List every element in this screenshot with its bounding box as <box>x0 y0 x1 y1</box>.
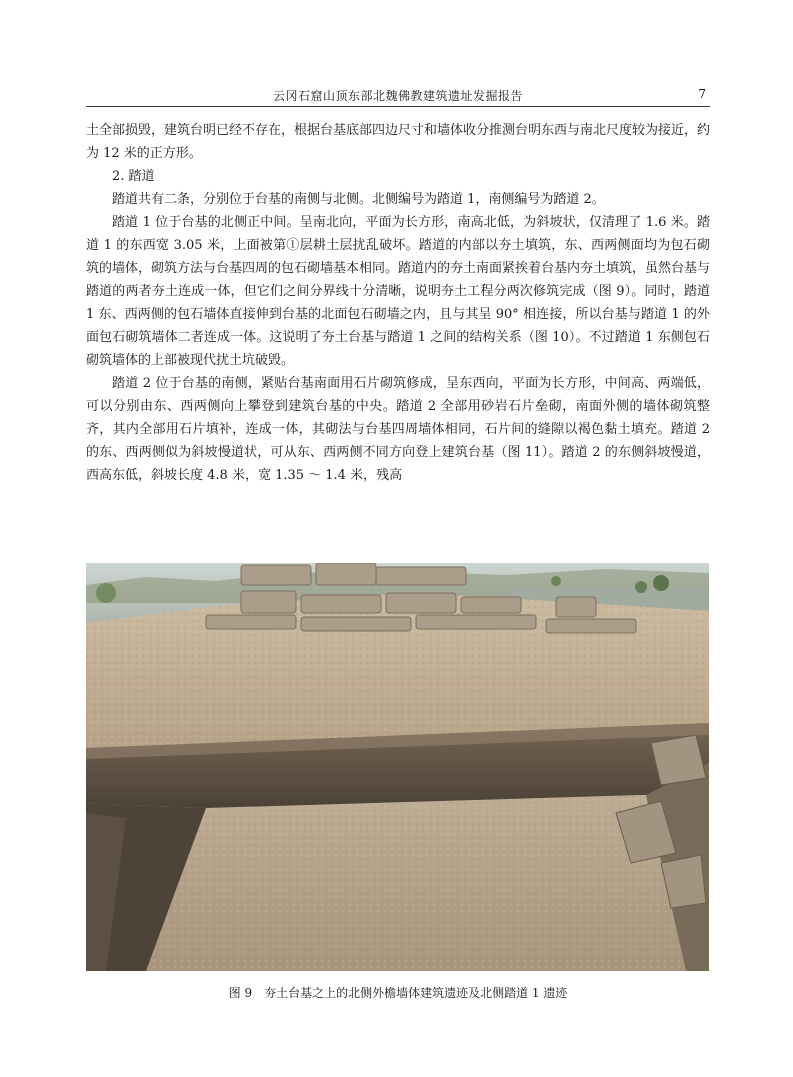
page-number: 7 <box>698 87 706 101</box>
paragraph: 踏道 2 位于台基的南侧，紧贴台基南面用石片砌筑修成，呈东西向，平面为长方形，中间高、两端低，可以分别由东、西两侧向上攀登到建筑台基的中央。踏道 2 全部用砂岩石片垒砌，南面外侧的墙体砌筑整齐，其内全部用石片填补，连成一体，其砌法与台基四周墙体相同，石片间的缝隙以褐色黏土填充。踏道 2 的东、西两侧似为斜坡慢道状，可从东、西两侧不同方向登上建筑台基（图 11）。踏道 2 的东侧斜坡慢道，西高东低，斜坡长度 4.8 米，宽 1.35 ～ 1.4 米，残高 <box>86 376 710 483</box>
section-heading: 2. 踏道 <box>112 169 155 184</box>
excavation-photo <box>86 563 709 971</box>
body-text <box>86 119 710 487</box>
paragraph-continued: 土全部损毁，建筑台明已经不存在，根据台基底部四边尺寸和墙体收分推测台明东西与南北尺度较为接近，约为 12 米的正方形。 <box>86 123 711 161</box>
figure-caption: 图 9 夯土台基之上的北侧外檐墙体建筑遗迹及北侧踏道 1 遗迹 <box>228 986 568 1000</box>
paragraph: 踏道 1 位于台基的北侧正中间。呈南北向，平面为长方形，南高北低，为斜坡状，仅清理了 1.6 米。踏道 1 的东西宽 3.05 米，上面被第①层耕土层扰乱破坏。踏道的内部以夯土填筑，东、西两侧面均为包石砌筑的墙体，砌筑方法与台基四周的包石砌墙基本相同。踏道内的夯土南面紧挨着台基内夯土填筑，虽然台基与踏道的两者夯土连成一体，但它们之间分界线十分清晰，说明夯土工程分两次修筑完成（图 9）。同时，踏道 1 东、西两侧的包石墙体直接伸到台基的北面包石砌墙之内，且与其呈 90° 相连接，所以台基与踏道 1 的外面包石砌筑墙体二者连成一体。这说明了夯土台基与踏道 1 之间的结构关系（图 10）。不过踏道 1 东侧包石砌筑墙体的上部被现代扰土坑破毁。 <box>86 215 711 368</box>
paragraph: 踏道共有二条，分别位于台基的南侧与北侧。北侧编号为踏道 1，南侧编号为踏道 2。 <box>112 192 605 207</box>
running-header <box>86 84 710 107</box>
running-title: 云冈石窟山顶东部北魏佛教建筑遗址发掘报告 <box>272 89 523 103</box>
